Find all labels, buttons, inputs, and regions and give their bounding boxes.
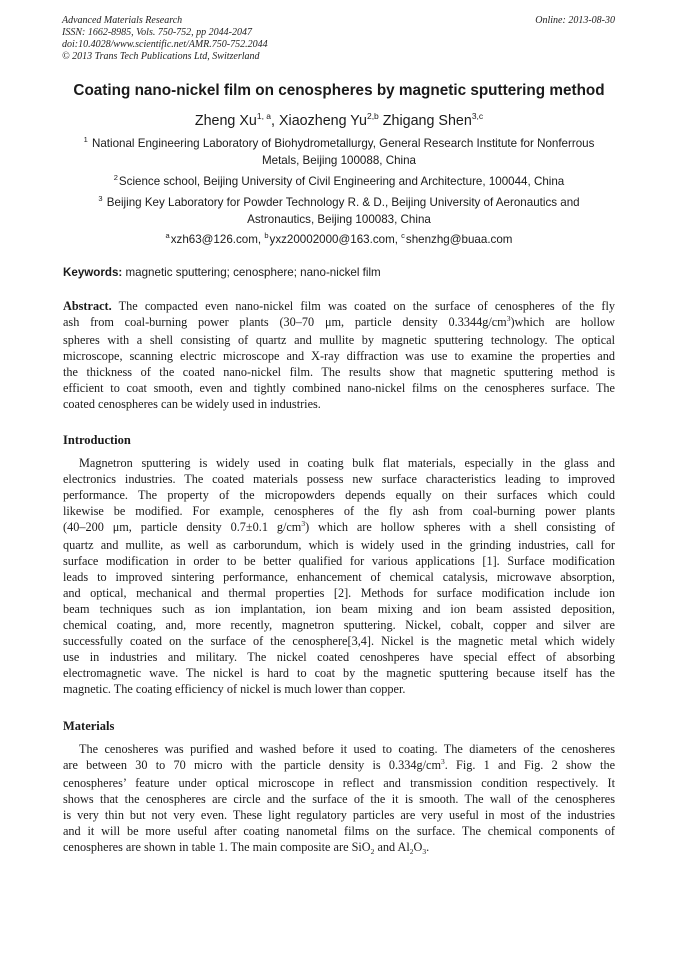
journal-header bbox=[62, 15, 422, 63]
author-name: Zheng Xu bbox=[194, 113, 257, 129]
text-run: and optical, mechanical and thermal properties [2]. Methods for surface modification include ion bbox=[63, 586, 615, 600]
text-run: (40–200 μm, particle density 0.7±0.1 g/cm bbox=[63, 520, 302, 534]
abstract-label: Abstract. bbox=[63, 299, 112, 313]
keywords bbox=[63, 265, 615, 281]
text-run: beam techniques such as ion implantation, ion beam mixing and ion beam assisted deposition, bbox=[63, 602, 615, 616]
text-line bbox=[63, 601, 615, 617]
text-line bbox=[63, 487, 615, 503]
online-date: Online: 2013-08-30 bbox=[535, 15, 615, 26]
paper-title: Coating nano-nickel film on cenospheres by magnetic sputtering method bbox=[73, 82, 605, 99]
text-run: . Fig. 1 and Fig. 2 show the bbox=[444, 758, 616, 772]
issn-line: ISSN: 1662-8985, Vols. 750-752, pp 2044-2047 bbox=[62, 27, 252, 38]
author-sup: 2,b bbox=[366, 111, 379, 121]
text-line bbox=[63, 471, 615, 487]
text-run: likewise be modified. For example, cenospheres of the fly ash from coal-burning power plants bbox=[63, 504, 615, 518]
superscript: 3 bbox=[506, 314, 511, 323]
affiliation-number: 3 bbox=[98, 194, 103, 203]
text-run: is very thin but not very even. These light regulatory particles are very useful in most of the industries bbox=[63, 808, 615, 822]
text-line bbox=[63, 617, 615, 633]
text-line bbox=[63, 519, 615, 537]
section-heading-introduction: Introduction bbox=[63, 433, 131, 447]
text-line bbox=[63, 633, 615, 649]
text-run: efficient to coat smooth, even and tightly combined nano-nickel films on the cenospheres surface. The bbox=[63, 381, 615, 395]
affiliation-1: $^1$ National Engineering Laboratory of Biohydrometallurgy, General Research Institute for Nonferrous Metals, Beijing 100088, China bbox=[83, 135, 595, 167]
text-run: ) which are hollow spheres with a shell consisting of bbox=[305, 520, 615, 534]
superscript: 3 bbox=[301, 519, 306, 528]
superscript: 3 bbox=[441, 757, 445, 766]
text-run: chemical coating, and, more recently, magnetron sputtering. Nickel, cobalt, copper and silver are bbox=[63, 618, 615, 632]
journal-name: Advanced Materials Research bbox=[62, 15, 183, 26]
text-line bbox=[63, 807, 615, 823]
text-run: performance. The property of the micropowders depends equally on their surfaces which could bbox=[63, 488, 615, 502]
text-run: electromagnetic wave. The nickel is hard to coat by the magnetic sputtering because itself has the bbox=[63, 666, 615, 680]
text-run: and Al bbox=[374, 840, 410, 854]
abstract-paragraph bbox=[63, 298, 615, 412]
text-line bbox=[63, 681, 615, 697]
text-line bbox=[63, 537, 615, 553]
text-line bbox=[63, 455, 615, 471]
text-line bbox=[63, 757, 615, 775]
text-run: . bbox=[426, 840, 430, 854]
text-line bbox=[63, 553, 615, 569]
subscript: 2 bbox=[370, 847, 375, 856]
text-line bbox=[63, 298, 615, 314]
text-line bbox=[63, 314, 615, 332]
copyright-line: © 2013 Trans Tech Publications Ltd, Switzerland bbox=[62, 51, 260, 62]
section-heading-materials: Materials bbox=[63, 719, 115, 733]
text-run: leads to improved sintering performance, enhancement of chemical catalysis, microwave absorption, bbox=[63, 570, 615, 584]
materials-paragraph bbox=[63, 741, 615, 857]
author-sup: 1, a bbox=[256, 111, 272, 121]
author-name: Xiaozheng Yu bbox=[278, 113, 367, 129]
subscript: 3 bbox=[422, 847, 427, 856]
doi-line: doi:10.4028/www.scientific.net/AMR.750-752.2044 bbox=[62, 39, 268, 50]
text-line bbox=[63, 823, 615, 839]
text-run: and it will be more useful after coating nanometal films on the surface. The chemical components of bbox=[63, 824, 615, 838]
text-line bbox=[63, 332, 615, 348]
text-line bbox=[63, 741, 615, 757]
text-line bbox=[63, 775, 615, 791]
introduction-paragraph bbox=[63, 455, 615, 697]
text-line bbox=[63, 348, 615, 364]
text-run: cenospheres are shown in table 1. The main composite are SiO bbox=[63, 840, 371, 854]
email-address: yxz20002000@163.com, bbox=[269, 233, 402, 246]
text-run: cenospheres’ feature under optical microscope in reflect and transmission condition respectively. It bbox=[63, 776, 615, 790]
text-line bbox=[63, 839, 615, 857]
text-line bbox=[63, 569, 615, 585]
author-list: Zheng Xu$^{1, a}$, Xiaozheng Yu$^{2,b}$ Zhigang Shen$^{3,c}$ bbox=[194, 111, 484, 129]
text-run: Magnetron sputtering is widely used in coating bulk flat materials, especially in the glass and bbox=[79, 456, 615, 470]
text-run: electronics industries. The coated materials possess new surface characteristics leading to improved bbox=[63, 472, 615, 486]
subscript: 2 bbox=[409, 847, 414, 856]
text-line bbox=[63, 649, 615, 665]
text-run: the thickness of the coated nano-nickel film. The results show that magnetic sputtering method is bbox=[63, 365, 615, 379]
email-address: shenzhg@buaa.com bbox=[405, 233, 513, 246]
text-line bbox=[63, 585, 615, 601]
keywords-text: magnetic sputtering; cenosphere; nano-nickel film bbox=[122, 266, 381, 279]
text-run: magnetic. The coating efficiency of nickel is much lower than copper. bbox=[63, 682, 406, 696]
affiliation-number: 1 bbox=[83, 135, 88, 144]
text-run: microscope, scanning electric microscope and X-ray diffraction was use to examine the properties and bbox=[63, 349, 615, 363]
text-run: are between 30 to 70 micro with the particle density is 0.334g/cm bbox=[63, 758, 441, 772]
text-run: coated cenospheres can be widely used in industries. bbox=[63, 397, 321, 411]
text-run: surface modification in order to be better qualified for various applications [1]. Surface modification bbox=[63, 554, 615, 568]
text-line bbox=[63, 791, 615, 807]
text-run: )which are hollow bbox=[510, 315, 616, 329]
text-run: quartz and mullite, as well as carborundum, which is widely used in the grinding industries, call for bbox=[63, 538, 615, 552]
email-address: xzh63@126.com, bbox=[170, 233, 265, 246]
text-line bbox=[63, 380, 615, 396]
keywords-label: Keywords: bbox=[63, 266, 123, 279]
affiliation-2: $^2$Science school, Beijing University of Civil Engineering and Architecture, 100044, China bbox=[113, 173, 565, 188]
text-run: O bbox=[413, 840, 423, 854]
text-run: shows that the cenospheres are circle and the surface of the it is smooth. The wall of the cenospheres bbox=[63, 792, 615, 806]
affiliation-number: 2 bbox=[113, 173, 118, 182]
text-line bbox=[63, 396, 615, 412]
text-run: use in industries and military. The nickel coated cenoshperes have special effect of absorbing bbox=[63, 650, 615, 664]
affiliation-3: $^3$ Beijing Key Laboratory for Powder Technology R. & D., Beijing University of Aeronautics and Astronautics, Beijing 100083, China bbox=[98, 194, 580, 226]
text-run: The compacted even nano-nickel film was coated on the surface of cenospheres of the fly bbox=[111, 299, 615, 313]
text-run: successfully coated on the surface of the cenosphere[3,4]. Nickel is the magnetic metal which widely bbox=[63, 634, 615, 648]
text-line bbox=[63, 503, 615, 519]
text-run: spheres with a shell consisting of quartz and mullite by magnetic sputtering technology. The optical bbox=[63, 333, 615, 347]
author-name: Zhigang Shen bbox=[382, 113, 472, 129]
text-line bbox=[63, 665, 615, 681]
author-sup: 3,c bbox=[471, 111, 484, 121]
author-emails: $^a$xzh63@126.com, $^b$yxz20002000@163.com, $^c$shenzhg@buaa.com bbox=[165, 231, 513, 246]
text-run: The cenosheres was purified and washed before it used to coating. The diameters of the cenosheres bbox=[79, 742, 615, 756]
text-line bbox=[63, 364, 615, 380]
text-run: ash from coal-burning power plants (30–70 μm, particle density 0.3344g/cm bbox=[63, 315, 507, 329]
